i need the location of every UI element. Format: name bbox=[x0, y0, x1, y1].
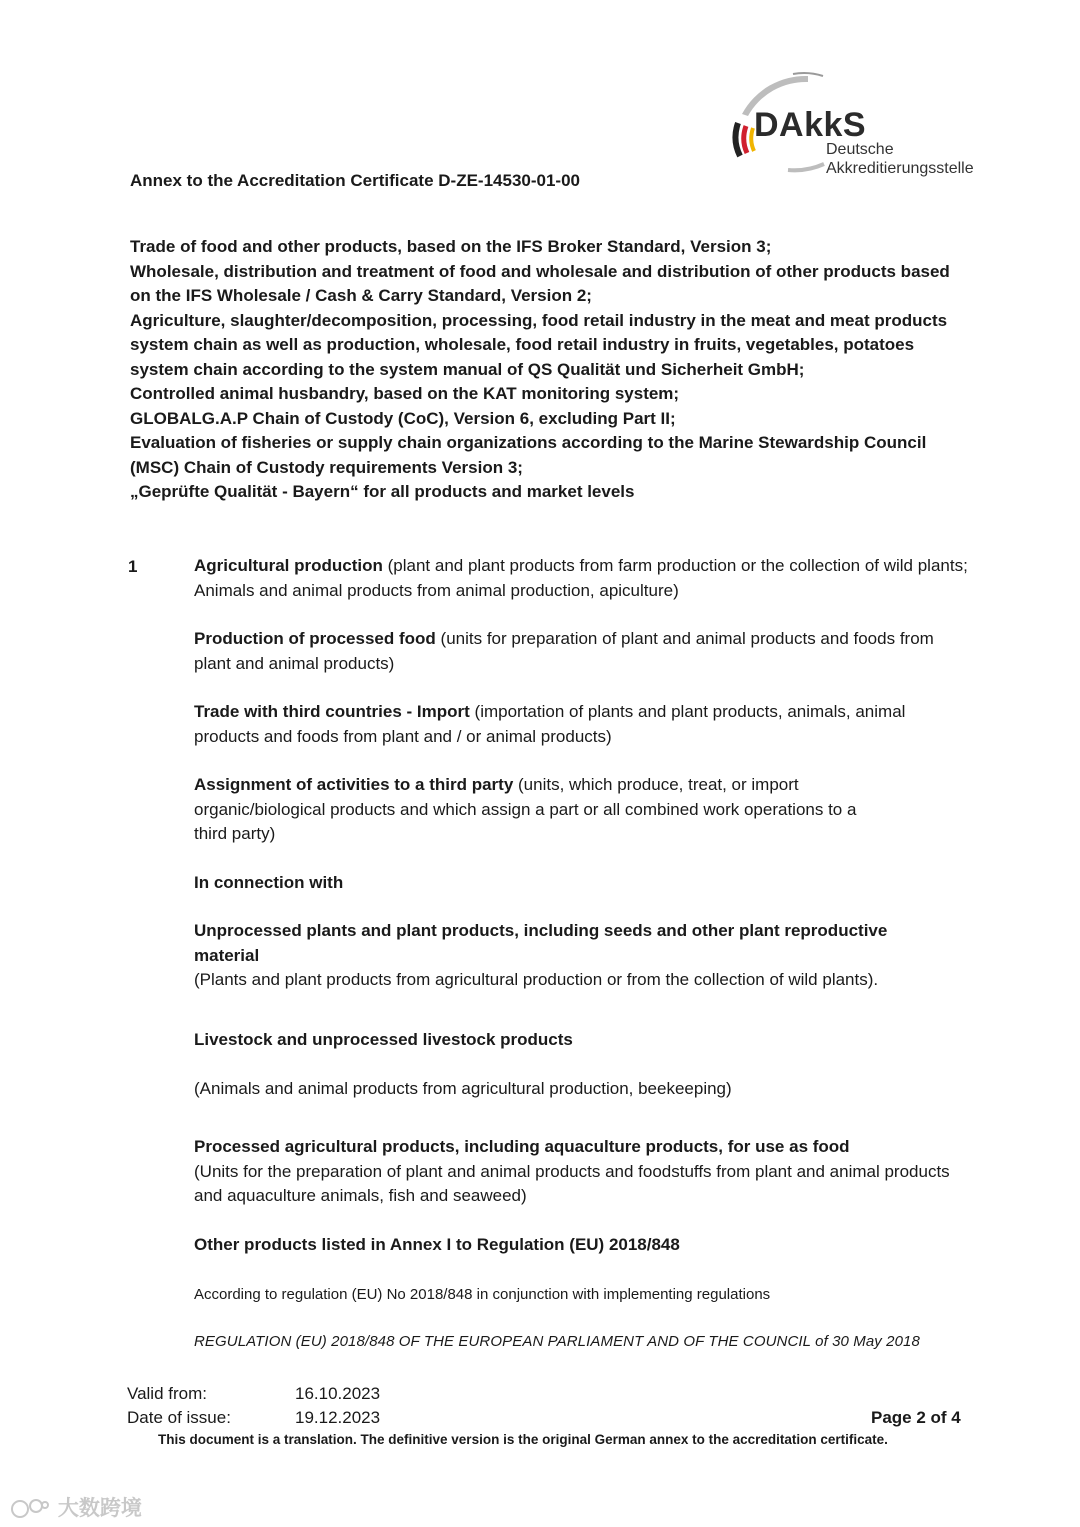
category-title: Other products listed in Annex I to Regulation (EU) 2018/848 bbox=[194, 1235, 680, 1254]
translation-note: This document is a translation. The definitive version is the original German annex to the accreditation certificate. bbox=[158, 1432, 888, 1447]
regulation-note: According to regulation (EU) No 2018/848 in conjunction with implementing regulations bbox=[194, 1286, 771, 1303]
section-number: 1 bbox=[128, 557, 138, 576]
activity-entry bbox=[194, 627, 974, 676]
issue-date: 19.12.2023 bbox=[295, 1408, 381, 1427]
activity-title: Assignment of activities to a third party bbox=[194, 775, 514, 794]
logo-wordmark: DAkkS bbox=[754, 106, 867, 144]
standard-item: Controlled animal husbandry, based on the KAT monitoring system; bbox=[130, 384, 680, 403]
regulation-title: REGULATION (EU) 2018/848 OF THE EUROPEAN PARLIAMENT AND OF THE COUNCIL of 30 May 2018 bbox=[194, 1333, 920, 1350]
category-entry bbox=[194, 1135, 974, 1209]
category-entry bbox=[194, 919, 934, 993]
issue-date-label: Date of issue: bbox=[127, 1408, 231, 1427]
activity-text: (units, which produce, treat, or import organic/biological products and which assign a part or all combined work operations to a third party) bbox=[194, 775, 857, 843]
standard-item: Trade of food and other products, based on the IFS Broker Standard, Version 3; bbox=[130, 237, 772, 256]
category-text: (Units for the preparation of plant and animal products and foodstuffs from plant and animal products and aquaculture animals, fish and seaweed) bbox=[194, 1161, 950, 1205]
activity-title: Production of processed food bbox=[194, 629, 436, 648]
standard-item: „Geprüfte Qualität - Bayern“ for all products and market levels bbox=[130, 482, 635, 501]
standard-item: Evaluation of fisheries or supply chain organizations according to the Marine Stewardship Council (MSC) Chain of Custody requirements Version 3; bbox=[130, 433, 927, 477]
valid-from-date: 16.10.2023 bbox=[295, 1384, 381, 1403]
standard-item: Agriculture, slaughter/decomposition, processing, food retail industry in the meat and meat products system chain as well as production, wholesale, food retail industry in fruits, vegetables, potatoes system chain according to the system manual of QS Qualität und Sicherheit GmbH; bbox=[130, 310, 948, 379]
activity-entry bbox=[194, 554, 974, 603]
activity-title: Agricultural production bbox=[194, 556, 383, 575]
activity-text: (importation of plants and plant products, animals, animal products and foods from plant and / or animal products) bbox=[194, 702, 906, 746]
activity-title: Trade with third countries - Import bbox=[194, 702, 470, 721]
dakks-logo bbox=[718, 68, 1018, 198]
activity-entry bbox=[194, 700, 974, 749]
activity-entry bbox=[194, 773, 894, 847]
category-entry bbox=[194, 1233, 974, 1258]
annex-title: Annex to the Accreditation Certificate D-ZE-14530-01-00 bbox=[130, 171, 580, 190]
category-title: Livestock and unprocessed livestock products bbox=[194, 1030, 573, 1049]
watermark bbox=[10, 1492, 142, 1522]
standard-item: GLOBALG.A.P Chain of Custody (CoC), Version 6, excluding Part II; bbox=[130, 408, 676, 428]
standard-item: Wholesale, distribution and treatment of food and wholesale and distribution of other products based on the IFS Wholesale / Cash & Carry Standard, Version 2; bbox=[130, 261, 950, 305]
category-text: (Animals and animal products from agricultural production, beekeeping) bbox=[194, 1078, 732, 1098]
category-title: Unprocessed plants and plant products, including seeds and other plant reproductive material bbox=[194, 921, 888, 965]
activity-text: (units for preparation of plant and animal products and foods from plant and animal products) bbox=[194, 629, 934, 673]
category-title: Processed agricultural products, including aquaculture products, for use as food bbox=[194, 1137, 850, 1156]
page-number: Page 2 of 4 bbox=[871, 1408, 961, 1427]
logo-subtitle-line2: Akkreditierungsstelle bbox=[826, 160, 974, 177]
activity-text: (plant and plant products from farm production or the collection of wild plants; Animals and animal products from animal production, apiculture) bbox=[194, 556, 968, 600]
watermark-text: 大数跨境 bbox=[57, 1497, 142, 1520]
watermark-icon bbox=[10, 1497, 50, 1521]
category-entry bbox=[194, 1028, 974, 1101]
standards-list bbox=[130, 235, 960, 505]
connection-label: In connection with bbox=[194, 873, 344, 892]
valid-from-label: Valid from: bbox=[127, 1384, 207, 1403]
category-text: (Plants and plant products from agricultural production or from the collection of wild plants). bbox=[194, 970, 879, 989]
logo-subtitle-line1: Deutsche bbox=[826, 141, 894, 158]
